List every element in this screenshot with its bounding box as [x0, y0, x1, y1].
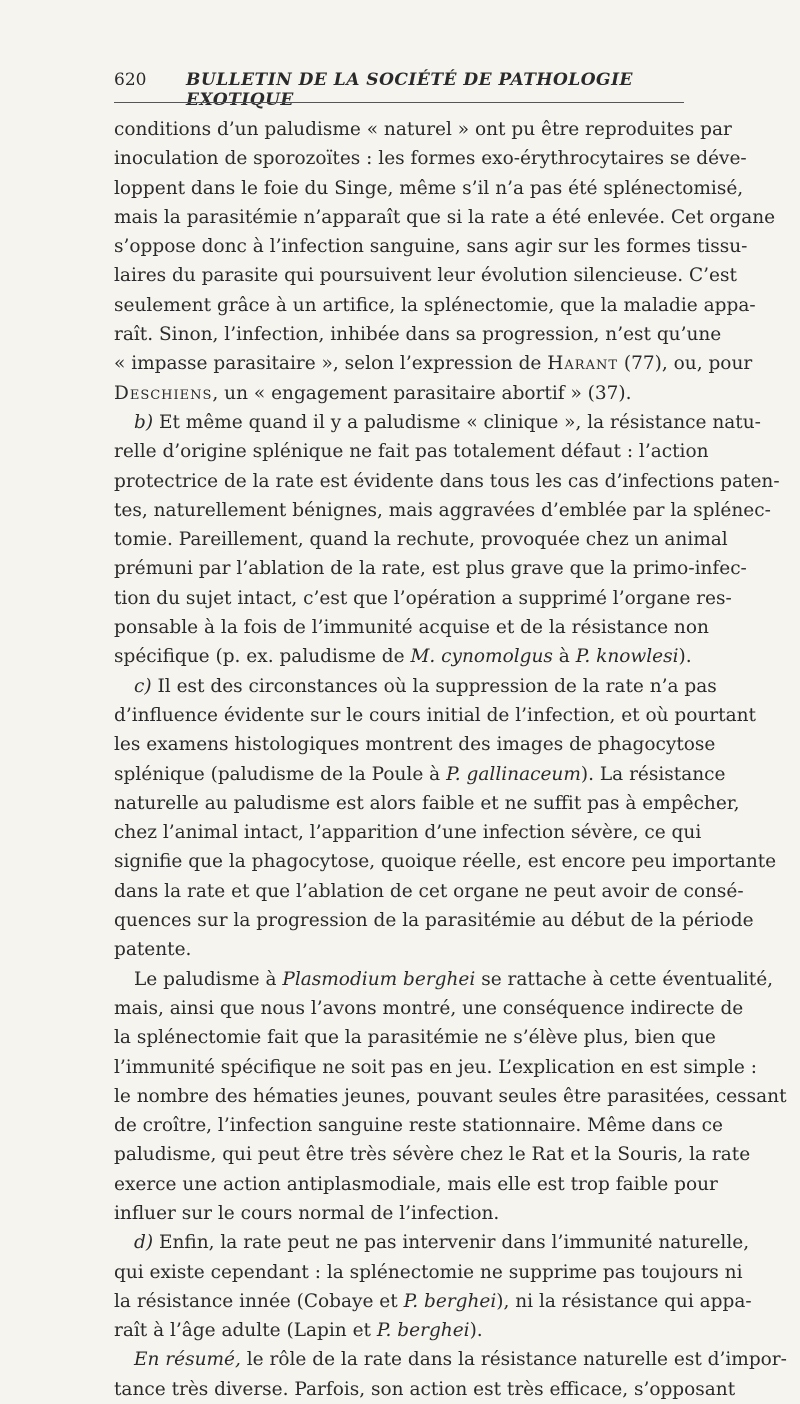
- text-segment: (77), ou, pour: [623, 353, 753, 375]
- text-segment: le rôle de la rate dans la résistance naturelle est d’impor-: [246, 1349, 787, 1371]
- text-line: [114, 1316, 684, 1345]
- text-line: laires du parasite qui poursuivent leur évolution silencieuse. C’est: [114, 265, 737, 287]
- text-line: s’oppose donc à l’infection sanguine, sans agir sur les formes tissu-: [114, 236, 748, 258]
- summary-label: En résumé,: [134, 1349, 241, 1371]
- text-segment: splénique (paludisme de la Poule à: [114, 763, 441, 785]
- text-segment: se rattache à cette éventualité,: [481, 968, 774, 990]
- text-segment: Il est des circonstances où la suppression de la rate n’a pas: [157, 675, 717, 697]
- text-line: [114, 965, 774, 994]
- text-line: quences sur la progression de la parasitémie au début de la période: [114, 910, 754, 932]
- text-line: paludisme, qui peut être très sévère chez le Rat et la Souris, la rate: [114, 1144, 751, 1166]
- section-marker: b): [134, 411, 154, 433]
- text-segment: « impasse parasitaire », selon l’expression de: [114, 353, 542, 375]
- text-segment: à: [558, 646, 570, 668]
- text-line: [114, 1287, 752, 1316]
- text-line: exerce une action antiplasmodiale, mais elle est trop faible pour: [114, 1173, 718, 1195]
- text-line: [114, 349, 753, 378]
- text-line: relle d’origine splénique ne fait pas totalement défaut : l’action: [114, 441, 709, 463]
- text-line: de croître, l’infection sanguine reste stationnaire. Même dans ce: [114, 1115, 723, 1137]
- text-line: la splénectomie fait que la parasitémie ne s’élève plus, bien que: [114, 1027, 716, 1049]
- text-line: raît. Sinon, l’infection, inhibée dans sa progression, n’est qu’une: [114, 324, 722, 346]
- text-segment: ), ni la résistance qui appa-: [496, 1290, 752, 1312]
- running-title: BULLETIN DE LA SOCIÉTÉ DE PATHOLOGIE EXOTIQUE: [186, 70, 633, 110]
- text-line: naturelle au paludisme est alors faible et ne suffit pas à empêcher,: [114, 792, 740, 814]
- species-name: P. berghei: [376, 1320, 470, 1342]
- text-line: l’immunité spécifique ne soit pas en jeu. L’explication en est simple :: [114, 1056, 757, 1078]
- text-line: patente.: [114, 939, 192, 961]
- section-marker: d): [134, 1232, 154, 1254]
- text-line: seulement grâce à un artifice, la splénectomie, que la maladie appa-: [114, 294, 756, 316]
- text-segment: raît à l’âge adulte (Lapin et: [114, 1320, 371, 1342]
- page-header: [114, 68, 684, 110]
- text-line: tion du sujet intact, c’est que l’opération a supprimé l’organe res-: [114, 587, 732, 609]
- text-line: [114, 642, 692, 671]
- text-line: dans la rate et que l’ablation de cet organe ne peut avoir de consé-: [114, 880, 744, 902]
- body-text: [114, 115, 787, 1404]
- text-line: inoculation de sporozoïtes : les formes exo-érythrocytaires se déve-: [114, 148, 747, 170]
- text-line: mais la parasitémie n’apparaît que si la rate a été enlevée. Cet organe: [114, 206, 776, 228]
- text-line: [114, 1345, 787, 1374]
- text-line: [114, 672, 717, 701]
- text-line: chez l’animal intact, l’apparition d’une infection sévère, ce qui: [114, 822, 702, 844]
- text-line: les examens histologiques montrent des images de phagocytose: [114, 734, 716, 756]
- text-line: [114, 379, 684, 408]
- species-name: P. gallinaceum: [446, 763, 581, 785]
- text-segment: , un « engagement parasitaire abortif » (37).: [212, 382, 632, 404]
- text-line: mais, ainsi que nous l’avons montré, une conséquence indirecte de: [114, 997, 744, 1019]
- text-line: le nombre des hématies jeunes, pouvant seules être parasitées, cessant: [114, 1085, 787, 1107]
- text-segment: Enfin, la rate peut ne pas intervenir dans l’immunité naturelle,: [158, 1232, 750, 1254]
- text-line: loppent dans le foie du Singe, même s’il n’a pas été splénectomisé,: [114, 177, 744, 199]
- text-segment: Le paludisme à: [134, 968, 277, 990]
- text-line: qui existe cependant : la splénectomie ne supprime pas toujours ni: [114, 1261, 743, 1283]
- text-line: protectrice de la rate est évidente dans tous les cas d’infections paten-: [114, 470, 780, 492]
- text-line: [114, 760, 726, 789]
- species-name: P. knowlesi: [575, 646, 679, 668]
- text-segment: la résistance innée (Cobaye et: [114, 1290, 398, 1312]
- text-line: tes, naturellement bénignes, mais aggravées d’emblée par la splénec-: [114, 499, 771, 521]
- species-name: P. berghei: [403, 1290, 497, 1312]
- text-line: [114, 408, 761, 437]
- text-segment: ). La résistance: [580, 763, 726, 785]
- section-marker: c): [134, 675, 152, 697]
- text-line: [114, 1228, 750, 1257]
- text-line: signifie que la phagocytose, quoique réelle, est encore peu importante: [114, 851, 777, 873]
- text-line: tomie. Pareillement, quand la rechute, provoquée chez un animal: [114, 529, 728, 551]
- text-line: ponsable à la fois de l’immunité acquise et de la résistance non: [114, 617, 709, 639]
- text-line: conditions d’un paludisme « naturel » ont pu être reproduites par: [114, 119, 732, 140]
- author-name: Harant: [547, 353, 619, 375]
- text-segment: ).: [469, 1320, 483, 1342]
- text-line: prémuni par l’ablation de la rate, est plus grave que la primo-infec-: [114, 558, 747, 580]
- header-rule: [114, 102, 684, 103]
- page-number: 620: [114, 70, 147, 90]
- species-name: M. cynomolgus: [410, 646, 553, 668]
- text-line: influer sur le cours normal de l’infection.: [114, 1202, 500, 1224]
- species-name: Plasmodium berghei: [282, 968, 476, 990]
- text-line: d’influence évidente sur le cours initial de l’infection, et où pourtant: [114, 704, 756, 726]
- text-line: tance très diverse. Parfois, son action est très efficace, s’opposant: [114, 1378, 736, 1400]
- author-name: Deschiens: [114, 382, 213, 404]
- text-segment: ).: [678, 646, 692, 668]
- text-segment: spécifique (p. ex. paludisme de: [114, 646, 405, 668]
- text-segment: Et même quand il y a paludisme « clinique », la résistance natu-: [158, 411, 761, 433]
